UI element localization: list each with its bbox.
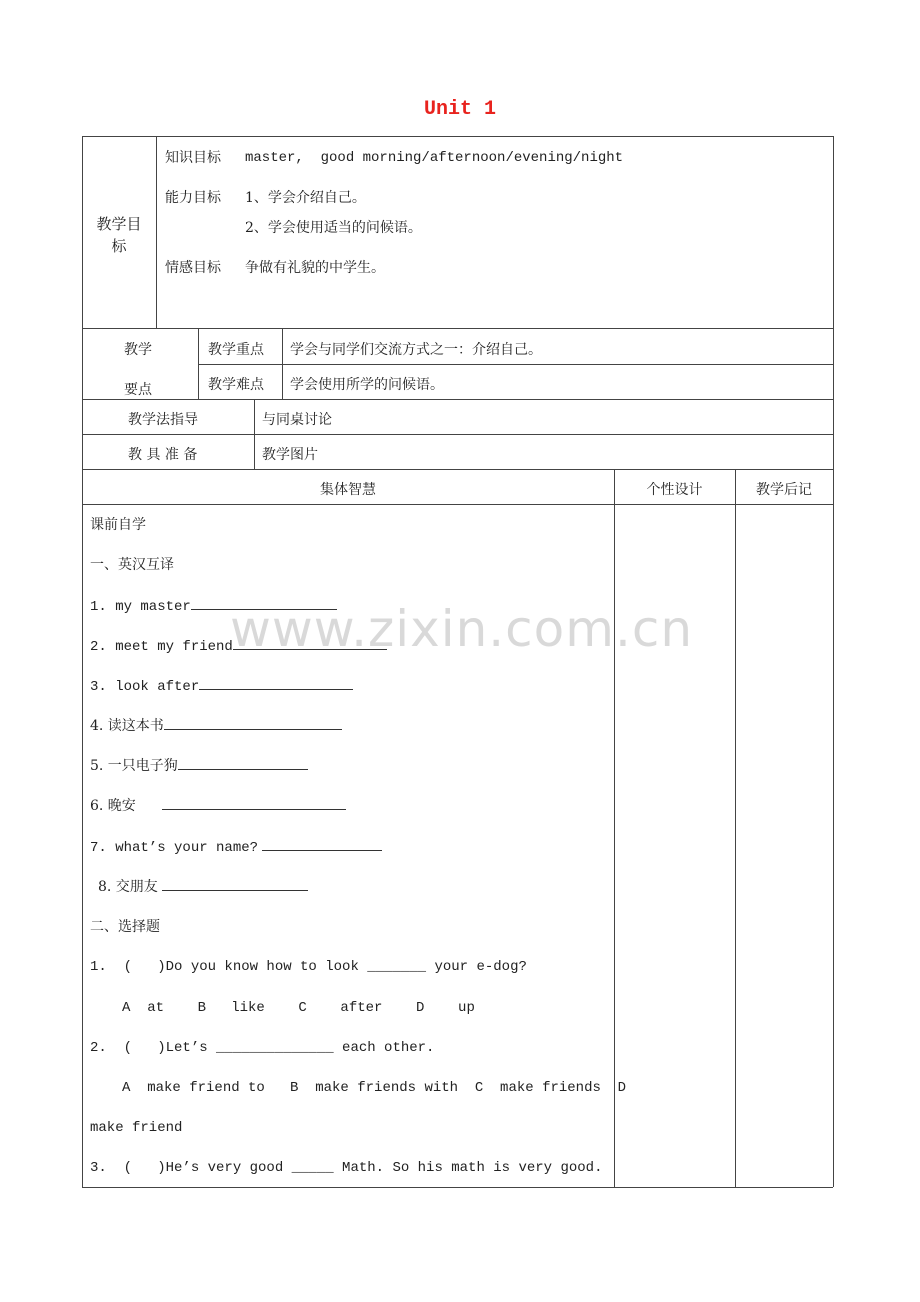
list-item: 4. 读这本书 [90, 717, 342, 735]
column-header-personal: 个性设计 [646, 482, 703, 498]
tools-label: 教 具 准 备 [128, 447, 198, 463]
question-1: 1. ( )Do you know how to look _______ your e-dog? [90, 959, 527, 975]
ability-label: 能力目标 [165, 190, 221, 206]
row-divider [82, 328, 833, 329]
table-left-border [82, 136, 83, 1187]
col-divider [735, 469, 736, 1187]
knowledge-label: 知识目标 [165, 150, 221, 166]
table-right-border [833, 136, 834, 1187]
ability-item-2: 2、学会使用适当的问候语。 [245, 220, 422, 236]
col-divider [156, 136, 157, 328]
column-header-notes: 教学后记 [756, 482, 812, 498]
list-item: 5. 一只电子狗 [90, 757, 308, 775]
difficulty-label: 教学难点 [208, 377, 264, 393]
list-item: 6. 晚安 [90, 797, 346, 815]
ability-item-1: 1、学会介绍自己。 [245, 190, 366, 206]
keypoints-label-line1: 教学 [124, 342, 152, 358]
question-3: 3. ( )He’s very good _____ Math. So his math is very good. [90, 1160, 603, 1176]
question-2-options-cont: make friend [90, 1120, 183, 1136]
row-divider [82, 434, 833, 435]
col-divider [198, 328, 199, 399]
preclass-heading: 课前自学 [90, 517, 146, 533]
list-item: 2. meet my friend [90, 637, 387, 656]
emotion-label: 情感目标 [165, 260, 221, 276]
question-2: 2. ( )Let’s ______________ each other. [90, 1040, 435, 1056]
focus-label: 教学重点 [208, 342, 264, 358]
row-divider [198, 364, 833, 365]
watermark: www.zixin.com.cn [230, 600, 694, 658]
emotion-text: 争做有礼貌的中学生。 [245, 260, 385, 276]
col-divider [254, 399, 255, 469]
row-divider [82, 504, 833, 505]
list-item: 7. what’s your name? [90, 838, 382, 857]
list-item: 1. my master [90, 597, 337, 616]
table-bottom-border [82, 1187, 833, 1188]
keypoints-label-line2: 要点 [124, 382, 152, 398]
method-label: 教学法指导 [128, 412, 198, 428]
page-title: Unit 1 [423, 98, 496, 121]
focus-text: 学会与同学们交流方式之一：介绍自己。 [290, 342, 542, 358]
difficulty-text: 学会使用所学的问候语。 [290, 377, 444, 393]
tools-text: 教学图片 [262, 447, 318, 463]
list-item: 8. 交朋友 [98, 878, 308, 896]
list-item: 3. look after [90, 677, 353, 696]
question-2-options: A make friend to B make friends with C make friends D [122, 1080, 627, 1096]
section-2-heading: 二、选择题 [90, 919, 160, 935]
table-top-border [82, 136, 833, 137]
row-divider [82, 399, 833, 400]
method-text: 与同桌讨论 [262, 412, 332, 428]
objectives-label: 教学目 标 [96, 215, 142, 255]
col-divider [282, 328, 283, 399]
column-header-collective: 集体智慧 [320, 482, 376, 498]
question-1-options: A at B like C after D up [122, 1000, 475, 1016]
knowledge-text: master, good morning/afternoon/evening/night [245, 150, 624, 166]
row-divider [82, 469, 833, 470]
section-1-heading: 一、英汉互译 [90, 557, 174, 573]
